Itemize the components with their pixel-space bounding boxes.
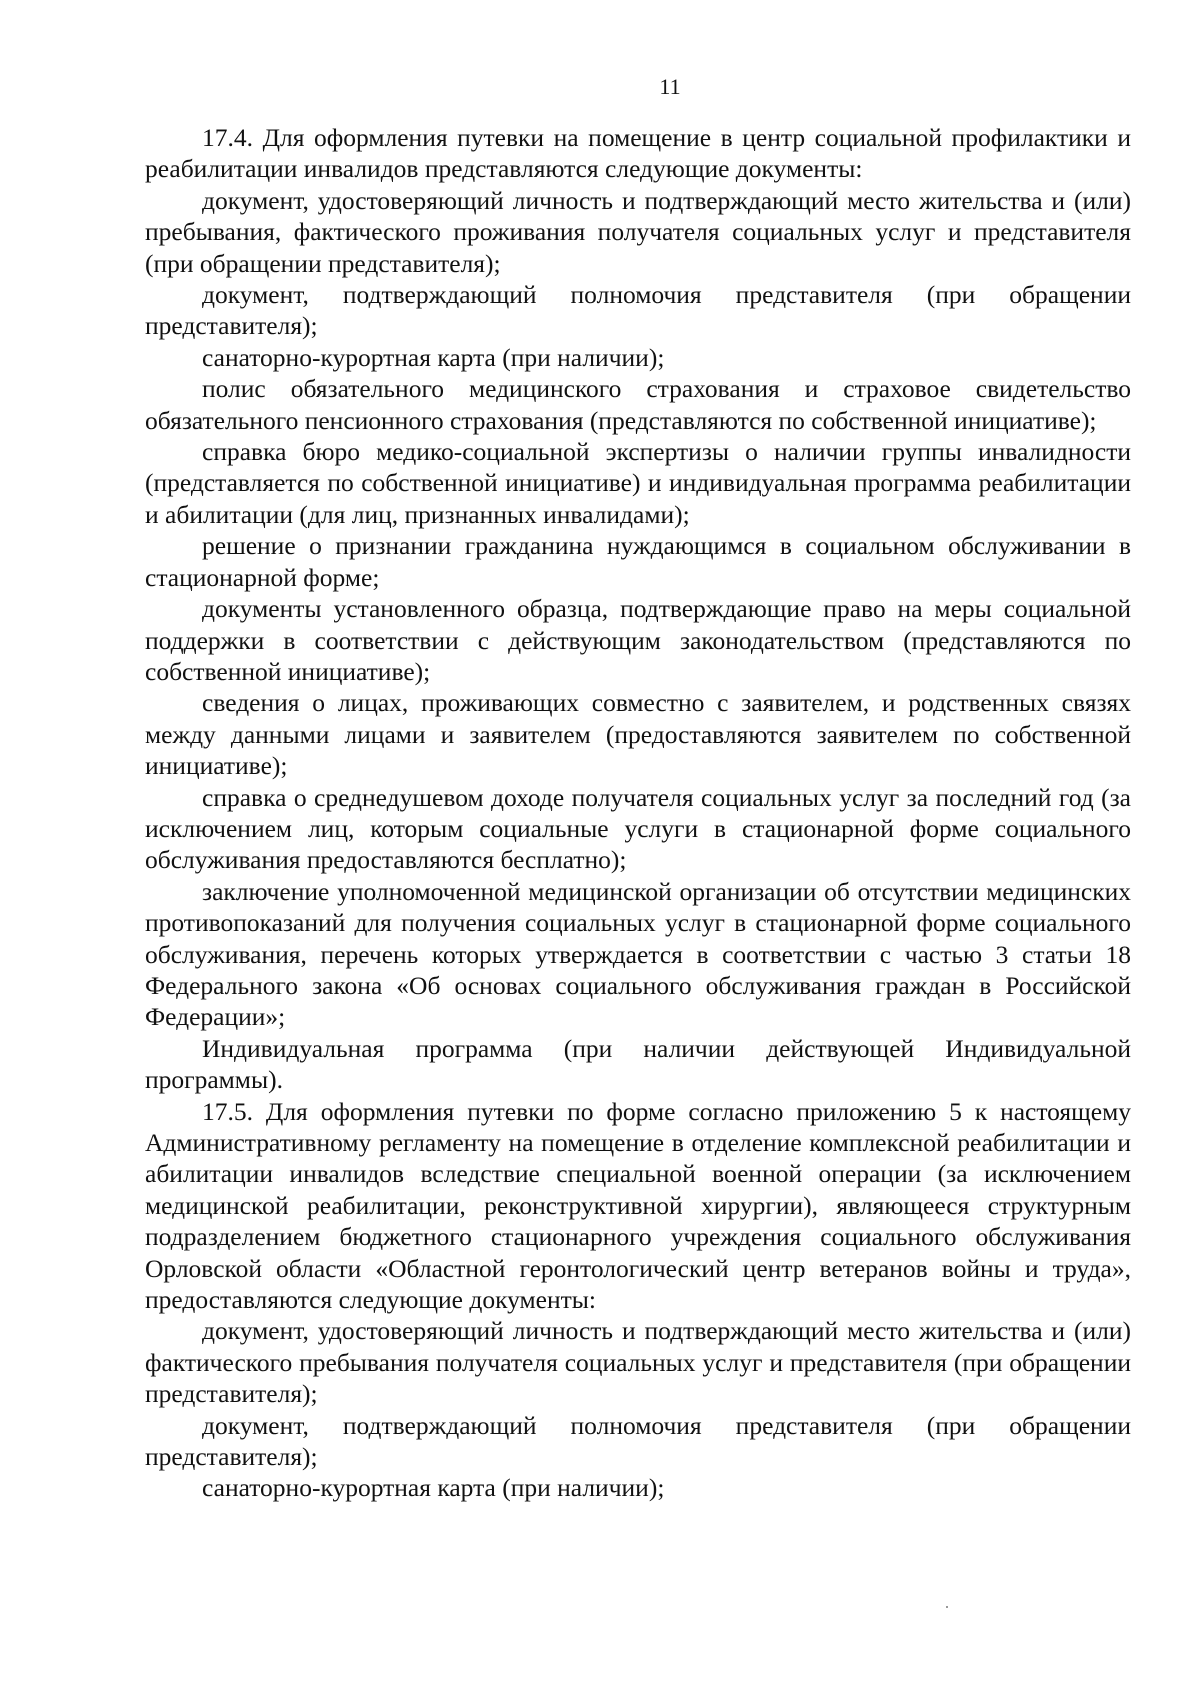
paragraph-17-4-heading: 17.4. Для оформления путевки на помещение в центр социальной профилактики и реабилитации инвалидов представляются следующие документы: [145, 123, 1131, 184]
document-body [145, 122, 1131, 1504]
list-item-insurance-policy: полис обязательного медицинского страхования и страховое свидетельство обязательного пенсионного страхования (представляются по собственной инициативе); [145, 374, 1131, 435]
list-item-representative-authority: документ, подтверждающий полномочия представителя (при обращении представителя); [145, 280, 1131, 341]
list-item-cohabitant-info: сведения о лицах, проживающих совместно с заявителем, и родственных связях между данными лицами и заявителем (предоставляются заявителем по собственной инициативе); [145, 688, 1131, 781]
page-number: 11 [659, 74, 681, 99]
list-item-disability-certificate: справка бюро медико-социальной экспертизы о наличии группы инвалидности (представляется по собственной инициативе) и индивидуальная программа реабилитации и абилитации (для лиц, признанных инвалидами); [145, 437, 1131, 529]
paragraph-17-5-heading: 17.5. Для оформления путевки по форме согласно приложению 5 к настоящему Административному регламенту на помещение в отделение комплексной реабилитации и абилитации инвалидов вследствие специальной военной операции (за исключением медицинской реабилитации, реконструктивной хирургии), являющееся структурным подразделением бюджетного стационарного учреждения социального обслуживания Орловской области «Областной геронтологический центр ветеранов войны и труда», предоставляются следующие документы: [145, 1096, 1131, 1315]
list-item-medical-conclusion: заключение уполномоченной медицинской организации об отсутствии медицинских противопоказаний для получения социальных услуг в стационарной форме социального обслуживания, перечень которых утверждается в соответствии с частью 3 статьи 18 Федерального закона «Об основах социального обслуживания граждан в Российской Федерации»; [145, 876, 1131, 1032]
list-item-sanatorium-card-2: санаторно-курортная карта (при наличии); [202, 1473, 665, 1503]
scan-speck [946, 1606, 948, 1608]
list-item-representative-authority-2: документ, подтверждающий полномочия представителя (при обращении представителя); [145, 1410, 1131, 1472]
list-item-identity-document-2: документ, удостоверяющий личность и подтверждающий место жительства и (или) фактического пребывания получателя социальных услуг и представителя (при обращении представителя); [145, 1316, 1131, 1409]
list-item-income-certificate: справка о среднедушевом доходе получателя социальных услуг за последний год (за исключением лиц, которым социальные услуги в стационарной форме социального обслуживания предоставляются бесплатно); [145, 782, 1131, 875]
list-item-service-need-decision: решение о признании гражданина нуждающимся в социальном обслуживании в стационарной форме; [145, 531, 1131, 592]
list-item-identity-document: документ, удостоверяющий личность и подтверждающий место жительства и (или) пребывания, фактического проживания получателя социальных услуг и представителя (при обращении представителя); [145, 185, 1131, 278]
list-item-social-support-documents: документы установленного образца, подтверждающие право на меры социальной поддержки в соответствии с действующим законодательством (представляются по собственной инициативе); [145, 594, 1131, 686]
list-item-individual-program: Индивидуальная программа (при наличии действующей Индивидуальной программы). [145, 1033, 1131, 1095]
list-item-sanatorium-card: санаторно-курортная карта (при наличии); [202, 342, 665, 372]
